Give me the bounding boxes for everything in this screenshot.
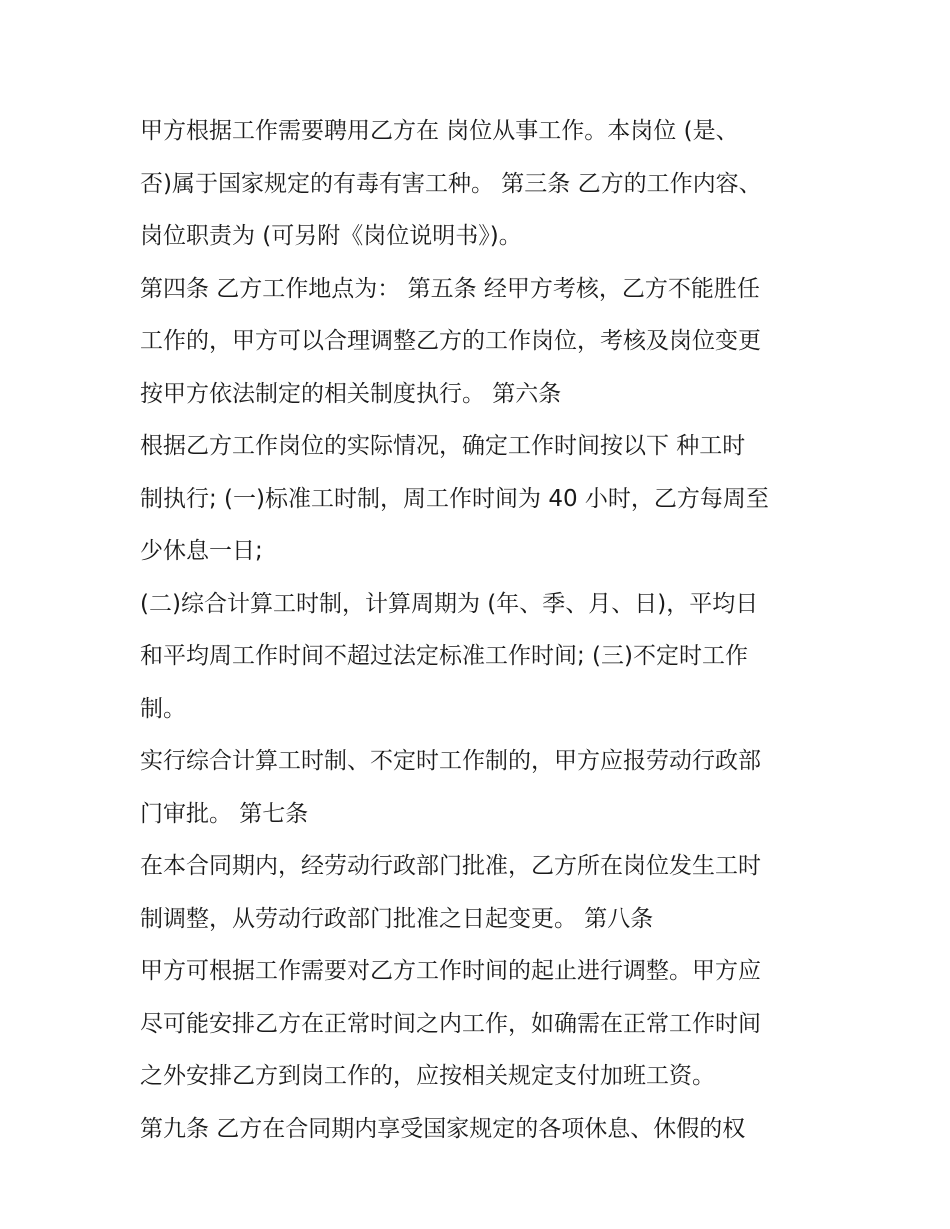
text-line: 甲方可根据工作需要对乙方工作时间的起止进行调整。甲方应 [140, 958, 761, 984]
text-line: 和平均周工作时间不超过法定标准工作时间; (三)不定时工作 [140, 643, 749, 669]
text-line: (二)综合计算工时制，计算周期为 (年、季、月、日)，平均日 [140, 590, 759, 617]
text-line: 岗位职责为 (可另附《岗位说明书》)。 [140, 223, 522, 249]
text-line: 制执行; (一)标准工时制，周工作时间为 40 小时，乙方每周至 [140, 485, 769, 512]
text-line: 之外安排乙方到岗工作的，应按相关规定支付加班工资。 [140, 1063, 715, 1089]
paragraph-hour-adjustment [140, 840, 820, 945]
paragraph-working-hours [140, 420, 820, 578]
paragraph-approval [140, 735, 820, 840]
text-line: 少休息一日; [140, 538, 263, 564]
text-line: 制调整，从劳动行政部门批准之日起变更。 第八条 [140, 905, 654, 932]
text-line: 甲方根据工作需要聘用乙方在 岗位从事工作。本岗位 (是、 [140, 118, 739, 144]
paragraph-work-location [140, 263, 820, 421]
paragraph-job-position [140, 105, 820, 263]
text-line: 按甲方依法制定的相关制度执行。 第六条 [140, 380, 562, 407]
text-line: 第九条 乙方在合同期内享受国家规定的各项休息、休假的权 [140, 1115, 746, 1142]
paragraph-comprehensive-hours [140, 578, 820, 736]
text-line: 尽可能安排乙方在正常时间之内工作，如确需在正常工作时间 [140, 1010, 761, 1037]
text-line: 否)属于国家规定的有毒有害工种。 第三条 乙方的工作内容、 [140, 170, 762, 197]
text-line: 门审批。 第七条 [140, 800, 309, 827]
text-line: 制。 [140, 695, 186, 722]
text-line: 第四条 乙方工作地点为： 第五条 经甲方考核，乙方不能胜任 [140, 275, 760, 302]
paragraph-rest-leave [140, 1103, 820, 1156]
text-line: 工作的，甲方可以合理调整乙方的工作岗位，考核及岗位变更 [140, 328, 761, 354]
paragraph-overtime [140, 945, 820, 1103]
text-line: 根据乙方工作岗位的实际情况，确定工作时间按以下 种工时 [140, 433, 746, 459]
text-line: 实行综合计算工时制、不定时工作制的，甲方应报劳动行政部 [140, 748, 761, 774]
text-line: 在本合同期内，经劳动行政部门批准，乙方所在岗位发生工时 [140, 853, 761, 879]
document-body [140, 105, 820, 1155]
